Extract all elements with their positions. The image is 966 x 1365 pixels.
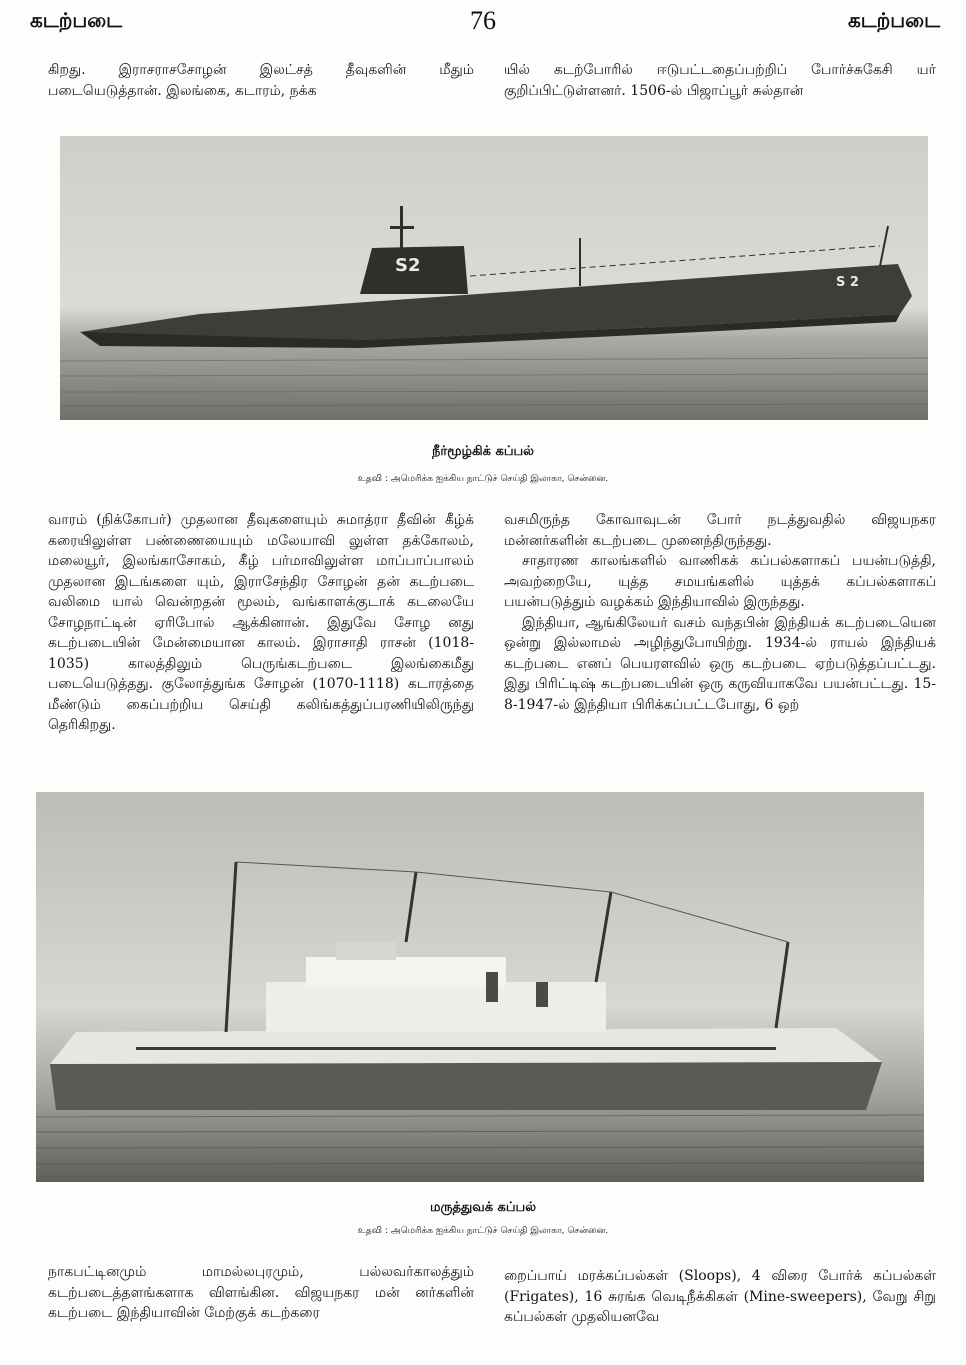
- paragraph: சாதாரண காலங்களில் வாணிகக் கப்பல்களாகப் பயன்படுத்தி, அவற்றையே, யுத்த சமயங்களில் யுத்தக் கப்பல்களாகப் பயன்படுத்தும் வழக்கம் இந்தியாவில் இருந்தது.: [504, 553, 936, 610]
- bottom-text-left-column: [48, 1262, 474, 1324]
- submarine-photo: [60, 136, 928, 420]
- page-number: 76: [470, 6, 496, 35]
- paragraph: றைப்பாய் மரக்கப்பல்கள் (Sloops), 4 விரை போர்க் கப்பல்கள் (Frigates), 16 சுரங்க வெடிநீக்கிகள் (Mine-sweepers), வேறு சிறு கப்பல்கள் முதலியனவே: [504, 1268, 936, 1325]
- paragraph: வாரம் (நிக்கோபர்) முதலான தீவுகளையும் சுமாத்ரா தீவின் கீழ்க் கரையிலுள்ள பண்ணையையும் மலேயாவி லுள்ள தக்கோலம், மலையூர், இலங்காசோகம், கீழ் பர்மாவிலுள்ள மாப்பாப்பாலம் முதலான இடங்களை யும், இராசேந்திர சோழன் தன் கடற்படை வலிமை யால் வென்றதன் மூலம், வங்காளக்குடாக் கடலையே சோழநாட்டின் ஏரிபோல் ஆக்கினான். இதுவே சோழ னது கடற்படையின் மேன்மையான காலம். இராசாதி ராசன் (1018-1035) காலத்திலும் பெருங்கடற்படை இலங்கைமீது படையெடுத்தது. குலோத்துங்க சோழன் (1070-1118) கடாரத்தை மீண்டும் கைப்பற்றிய செய்தி கலிங்கத்துப்பரணியிலிருந்து தெரிகிறது.: [48, 512, 474, 733]
- submarine-bow-label: S 2: [836, 275, 859, 290]
- running-header-left: கடற்படை: [30, 8, 123, 32]
- figure2-caption: மருத்துவக் கப்பல்: [430, 1200, 536, 1215]
- paragraph: வசமிருந்த கோவாவுடன் போர் நடத்துவதில் விஜயநகர மன்னர்களின் கடற்படை முனைந்திருந்தது.: [504, 512, 936, 549]
- top-text-right-column: [504, 60, 936, 101]
- bottom-text-right-column: [504, 1266, 936, 1328]
- top-text-left-column: [48, 60, 474, 101]
- paragraph: யில் கடற்போரில் ஈடுபட்டதைப்பற்றிப் போர்ச்சுகேசி யர் குறிப்பிட்டுள்ளனர். 1506-ல் பிஜாப்பூர் சுல்தான்: [504, 62, 936, 99]
- middle-text-right-column: [504, 510, 936, 715]
- hospital-ship-photo: [36, 792, 924, 1182]
- figure2-credit: உதவி : அமெரிக்க ஐக்கிய நாட்டுச் செய்தி இலாகா, சென்னை.: [357, 1226, 609, 1236]
- paragraph: கிறது. இராசராசசோழன் இலட்சத் தீவுகளின் மீதும் படையெடுத்தான். இலங்கை, கடாரம், நக்க: [48, 62, 474, 99]
- submarine-tower-label: S2: [395, 255, 421, 276]
- figure1-credit: உதவி : அமெரிக்க ஐக்கிய நாட்டுச் செய்தி இலாகா, சென்னை.: [357, 474, 609, 484]
- figure1-caption: நீர்மூழ்கிக் கப்பல்: [432, 444, 534, 459]
- middle-text-left-column: [48, 510, 474, 736]
- paragraph: நாகபட்டினமும் மாமல்லபுரமும், பல்லவர்காலத்தும் கடற்படைத்தளங்களாக விளங்கின. விஜயநகர மன் னர்களின் கடற்படை இந்தியாவின் மேற்குக் கடற்கரை: [48, 1264, 474, 1321]
- running-header-right: கடற்படை: [847, 8, 940, 32]
- paragraph: இந்தியா, ஆங்கிலேயர் வசம் வந்தபின் இந்தியக் கடற்படையென ஒன்று இல்லாமல் அழிந்துபோயிற்று. 1934-ல் ராயல் இந்தியக் கடற்படை எனப் பெயரளவில் ஒரு கடற்படை ஏற்படுத்தப்பட்டது. இது பிரிட்டிஷ் கடற்படையின் ஒரு கருவியாகவே பயன்பட்டது. 15-8-1947-ல் இந்தியா பிரிக்கப்பட்டபோது, 6 ஒற்: [504, 614, 936, 713]
